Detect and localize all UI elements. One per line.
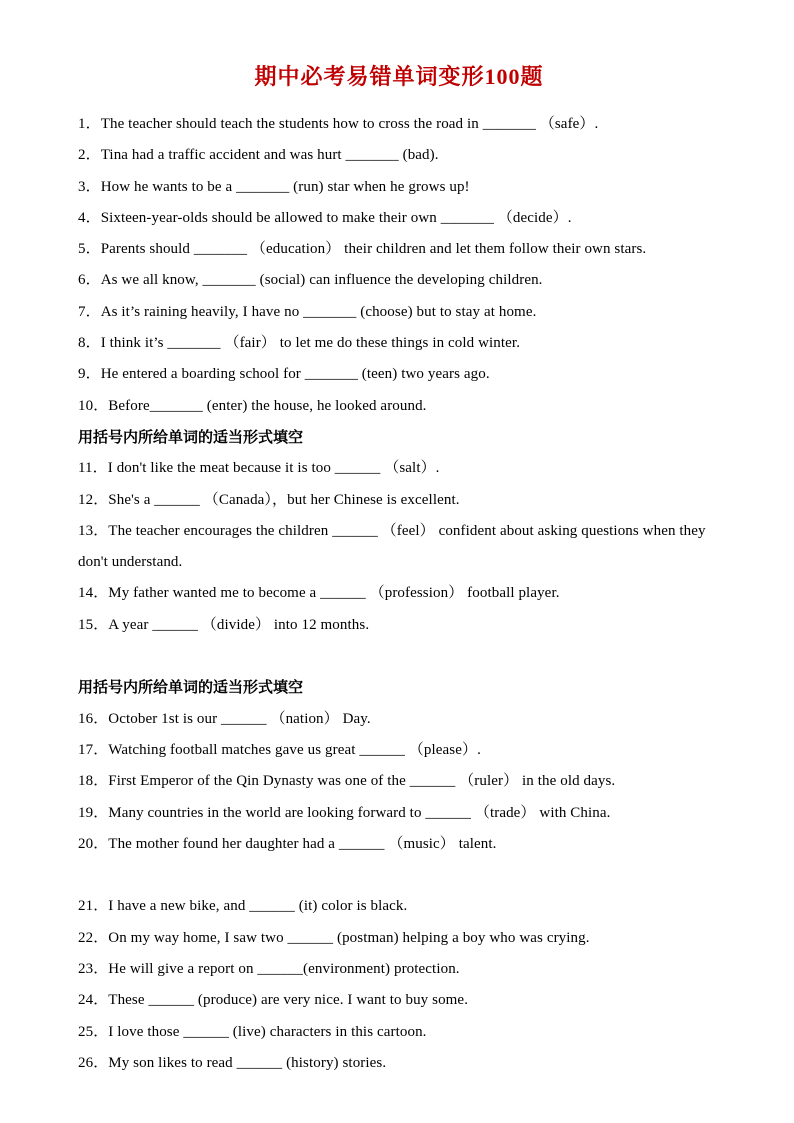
blank-line — [78, 860, 720, 891]
exercise-item-15: 15．A year ______ （divide） into 12 months. — [78, 616, 370, 633]
exercise-item-1: 1．The teacher should teach the students how to cross the road in _______ （safe）. — [78, 116, 599, 132]
exercise-item-11: 11．I don't like the meat because it is too ______ （salt）. — [78, 460, 440, 477]
exercise-item-26: 26．My son likes to read ______ (history) stories. — [78, 1054, 387, 1071]
exercise-item-13: 13．The teacher encourages the children ______ （feel） confident about asking questions when they don't understand. — [78, 522, 706, 571]
exercise-item-2: 2．Tina had a traffic accident and was hurt _______ (bad). — [78, 147, 439, 164]
exercise-item-17: 17．Watching football matches gave us great ______ （please）. — [78, 741, 481, 758]
exercise-item-5: 5．Parents should _______ （education） their children and let them follow their own stars. — [78, 241, 647, 258]
blank-line — [78, 641, 720, 672]
section-header-2: 用括号内所给单词的适当形式填空 — [78, 679, 304, 697]
exercise-item-16: 16．October 1st is our ______ （nation） Day. — [78, 710, 371, 727]
section-header-1: 用括号内所给单词的适当形式填空 — [78, 428, 304, 446]
section-questions-16-20 — [78, 672, 720, 860]
exercise-item-20: 20．The mother found her daughter had a ______ （music） talent. — [78, 835, 497, 852]
exercise-item-9: 9．He entered a boarding school for _______ (teen) two years ago. — [78, 366, 490, 383]
section-questions-21-26 — [78, 891, 720, 1079]
section-questions-11-15 — [78, 422, 720, 641]
exercise-item-6: 6．As we all know, _______ (social) can influence the developing children. — [78, 272, 543, 289]
section-questions-1-10 — [78, 109, 720, 422]
exercise-item-8: 8．I think it’s _______ （fair） to let me do these things in cold winter. — [78, 335, 521, 352]
exercise-item-3: 3．How he wants to be a _______ (run) star when he grows up! — [78, 178, 470, 195]
exercise-item-22: 22．On my way home, I saw two ______ (postman) helping a boy who was crying. — [78, 929, 590, 946]
page-title: 期中必考易错单词变形100题 — [254, 64, 544, 89]
exercise-item-14: 14．My father wanted me to become a ______ （profession） football player. — [78, 585, 560, 602]
exercise-item-4: 4．Sixteen-year-olds should be allowed to make their own _______ （decide）. — [78, 209, 572, 226]
exercise-item-24: 24．These ______ (produce) are very nice. I want to buy some. — [78, 992, 469, 1009]
exercise-item-18: 18．First Emperor of the Qin Dynasty was one of the ______ （ruler） in the old days. — [78, 773, 616, 790]
exercise-item-19: 19．Many countries in the world are looking forward to ______ （trade） with China. — [78, 804, 611, 821]
exercise-item-7: 7．As it’s raining heavily, I have no _______ (choose) but to stay at home. — [78, 303, 537, 320]
exercise-item-10: 10．Before_______ (enter) the house, he looked around. — [78, 397, 427, 414]
exercise-item-12: 12．She's a ______ （Canada），but her Chinese is excellent. — [78, 491, 460, 508]
exercise-item-23: 23．He will give a report on ______(environment) protection. — [78, 961, 460, 978]
exercise-item-21: 21．I have a new bike, and ______ (it) color is black. — [78, 898, 408, 915]
exercise-item-25: 25．I love those ______ (live) characters in this cartoon. — [78, 1023, 427, 1040]
